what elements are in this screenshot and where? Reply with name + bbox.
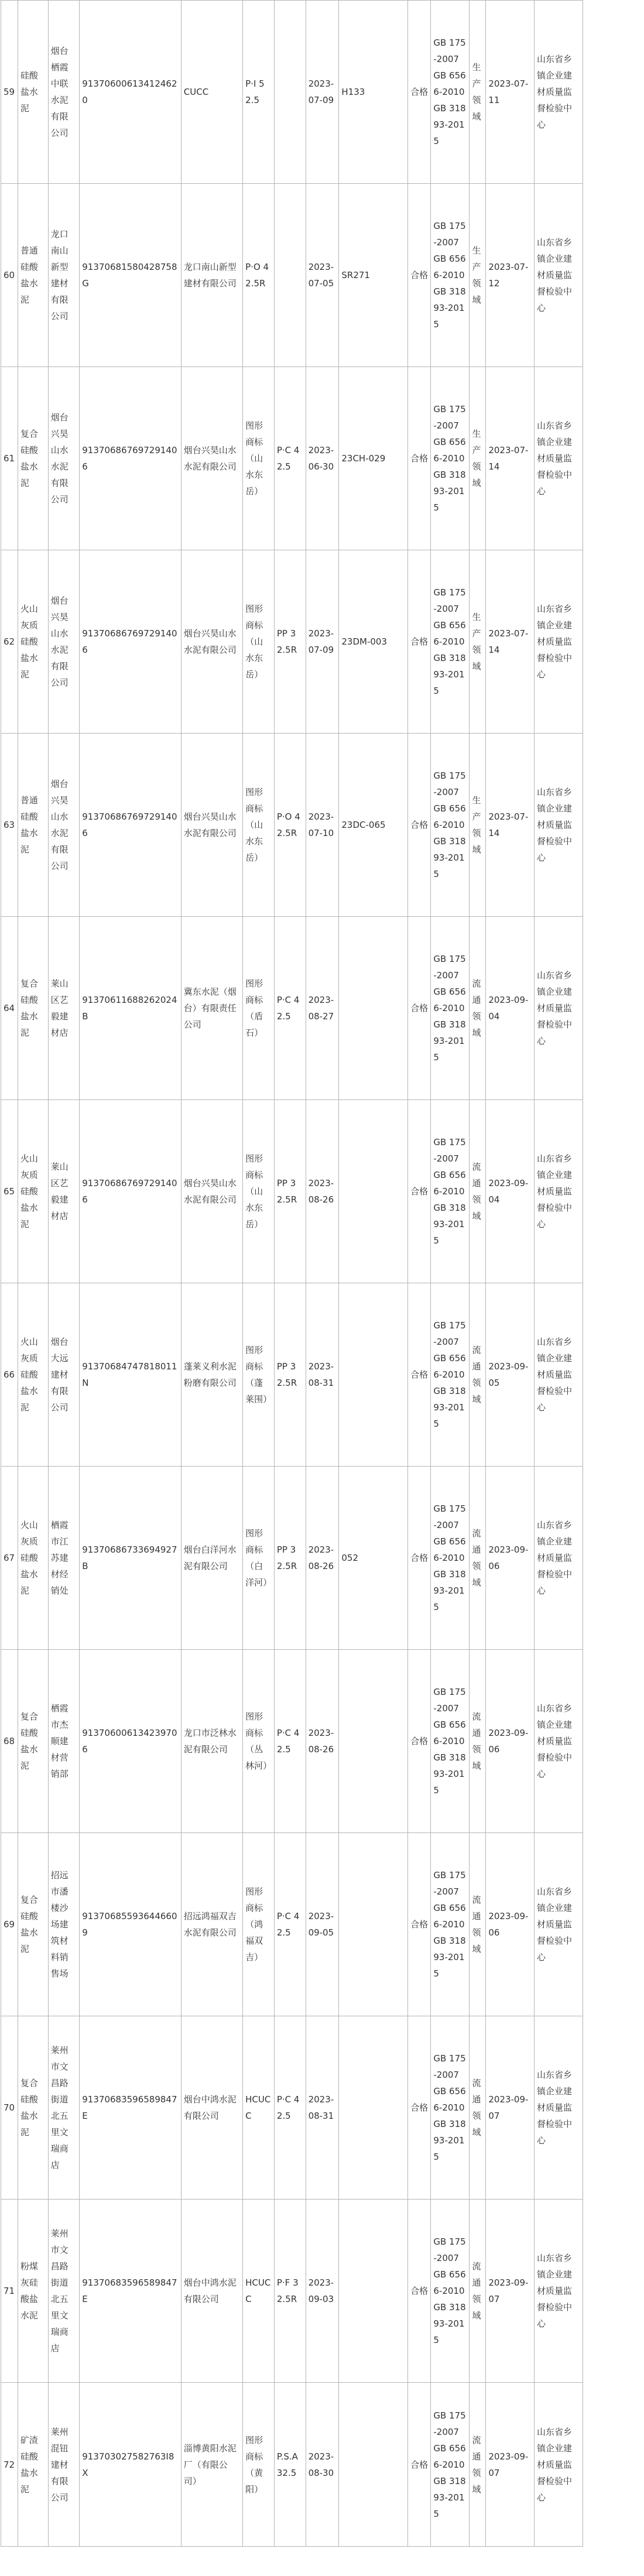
- product-name-cell: 矿渣硅酸盐水泥: [18, 2383, 48, 2547]
- standard-cell: GB 175-2007 GB 6566-2010 GB 31893-2015: [431, 917, 470, 1100]
- result-cell: 合格: [408, 1100, 431, 1283]
- product-name-cell: 复合硅酸盐水泥: [18, 1650, 48, 1833]
- result-cell: 合格: [408, 1833, 431, 2016]
- batch-number-cell: [339, 917, 408, 1100]
- row-number-cell: 66: [1, 1283, 18, 1467]
- inspection-agency-cell: 山东省乡镇企业建材质量监督检验中心: [534, 1467, 583, 1650]
- notice-date-cell: 2023-09-06: [486, 1650, 535, 1833]
- sampling-field-cell: 生产领域: [470, 367, 486, 550]
- trademark-cell: P·I 52.5: [243, 1, 275, 184]
- sampled-company-cell: 招远市潘楼沙场建筑材料销售场: [48, 1833, 80, 2016]
- result-cell: 合格: [408, 184, 431, 367]
- notice-date-cell: 2023-07-14: [486, 734, 535, 917]
- product-name-cell: 普通硅酸盐水泥: [18, 734, 48, 917]
- batch-number-cell: [339, 2383, 408, 2547]
- specification-cell: P·O 42.5R: [274, 734, 306, 917]
- table-row: [1, 734, 643, 917]
- manufacturer-cell: 蓬莱义利水泥粉磨有限公司: [181, 1283, 242, 1467]
- table-row: [1, 550, 643, 734]
- manufacturer-cell: CUCC: [181, 1, 242, 184]
- batch-number-cell: 23DC-065: [339, 734, 408, 917]
- sampled-company-cell: 烟台兴昊山水水泥有限公司: [48, 550, 80, 734]
- row-number-cell: 61: [1, 367, 18, 550]
- standard-cell: GB 175-2007 GB 6566-2010 GB 31893-2015: [431, 2383, 470, 2547]
- table-row: [1, 367, 643, 550]
- table-row: [1, 1467, 643, 1650]
- standard-cell: GB 175-2007 GB 6566-2010 GB 31893-2015: [431, 367, 470, 550]
- credit-code-cell: 913706867697291406: [80, 1100, 181, 1283]
- batch-number-cell: [339, 1833, 408, 2016]
- result-cell: 合格: [408, 2383, 431, 2547]
- table-row: [1, 917, 643, 1100]
- sampling-field-cell: 生产领域: [470, 184, 486, 367]
- manufacturer-cell: 烟台兴昊山水水泥有限公司: [181, 734, 242, 917]
- manufacturer-cell: 淄博黄阳水泥厂（有限公司）: [181, 2383, 242, 2547]
- specification-cell: PP 32.5R: [274, 550, 306, 734]
- credit-code-cell: 91370681580428758G: [80, 184, 181, 367]
- specification-cell: P·C 42.5: [274, 2016, 306, 2200]
- manufacturer-cell: 烟台白洋河水泥有限公司: [181, 1467, 242, 1650]
- sampling-field-cell: 流通领域: [470, 1283, 486, 1467]
- standard-cell: GB 175-2007 GB 6566-2010 GB 31893-2015: [431, 1833, 470, 2016]
- inspection-agency-cell: 山东省乡镇企业建材质量监督检验中心: [534, 2383, 583, 2547]
- product-name-cell: 火山灰质硅酸盐水泥: [18, 1283, 48, 1467]
- sampling-field-cell: 流通领域: [470, 1100, 486, 1283]
- production-date-cell: 2023-07-10: [306, 734, 339, 917]
- result-cell: 合格: [408, 1467, 431, 1650]
- credit-code-cell: 913703027582763I8X: [80, 2383, 181, 2547]
- row-number-cell: 67: [1, 1467, 18, 1650]
- specification-cell: [274, 1, 306, 184]
- notice-date-cell: 2023-09-07: [486, 2016, 535, 2200]
- production-date-cell: 2023-07-09: [306, 1, 339, 184]
- credit-code-cell: 913706006134124620: [80, 1, 181, 184]
- sampled-company-cell: 龙口南山新型建材有限公司: [48, 184, 80, 367]
- specification-cell: PP 32.5R: [274, 1100, 306, 1283]
- row-number-cell: 62: [1, 550, 18, 734]
- standard-cell: GB 175-2007 GB 6566-2010 GB 31893-2015: [431, 1283, 470, 1467]
- inspection-results-table: [1, 0, 643, 2547]
- standard-cell: GB 175-2007 GB 6566-2010 GB 31893-2015: [431, 1467, 470, 1650]
- standard-cell: GB 175-2007 GB 6566-2010 GB 31893-2015: [431, 184, 470, 367]
- production-date-cell: 2023-08-26: [306, 1100, 339, 1283]
- specification-cell: PP 32.5R: [274, 1283, 306, 1467]
- notice-date-cell: 2023-09-06: [486, 1833, 535, 2016]
- specification-cell: P·C 42.5: [274, 367, 306, 550]
- inspection-agency-cell: 山东省乡镇企业建材质量监督检验中心: [534, 2016, 583, 2200]
- notice-date-cell: 2023-09-04: [486, 1100, 535, 1283]
- row-number-cell: 71: [1, 2200, 18, 2383]
- result-cell: 合格: [408, 2016, 431, 2200]
- sampled-company-cell: 莱州混钮建材有限公司: [48, 2383, 80, 2547]
- notice-date-cell: 2023-09-07: [486, 2200, 535, 2383]
- manufacturer-cell: 招远鸿福双吉水泥有限公司: [181, 1833, 242, 2016]
- inspection-agency-cell: 山东省乡镇企业建材质量监督检验中心: [534, 1, 583, 184]
- row-number-cell: 68: [1, 1650, 18, 1833]
- manufacturer-cell: 冀东水泥（烟台）有限责任公司: [181, 917, 242, 1100]
- sampling-field-cell: 流通领域: [470, 1467, 486, 1650]
- table-row: [1, 2383, 643, 2547]
- product-name-cell: 复合硅酸盐水泥: [18, 367, 48, 550]
- manufacturer-cell: 烟台兴昊山水水泥有限公司: [181, 367, 242, 550]
- credit-code-cell: 91370684747818011N: [80, 1283, 181, 1467]
- row-number-cell: 72: [1, 2383, 18, 2547]
- batch-number-cell: [339, 1650, 408, 1833]
- credit-code-cell: 913706006134239706: [80, 1650, 181, 1833]
- product-name-cell: 粉煤灰硅酸盐水泥: [18, 2200, 48, 2383]
- credit-code-cell: 91370686733694927B: [80, 1467, 181, 1650]
- manufacturer-cell: 烟台中鸿水泥有限公司: [181, 2016, 242, 2200]
- table-row: [1, 2016, 643, 2200]
- production-date-cell: 2023-07-05: [306, 184, 339, 367]
- production-date-cell: 2023-08-26: [306, 1467, 339, 1650]
- credit-code-cell: 91370683596589847E: [80, 2016, 181, 2200]
- trademark-cell: 图形商标（鸿福双吉）: [243, 1833, 275, 2016]
- standard-cell: GB 175-2007 GB 6566-2010 GB 31893-2015: [431, 1650, 470, 1833]
- standard-cell: GB 175-2007 GB 6566-2010 GB 31893-2015: [431, 2016, 470, 2200]
- sampling-field-cell: 生产领域: [470, 1, 486, 184]
- specification-cell: P·C 42.5: [274, 1650, 306, 1833]
- sampled-company-cell: 栖霞市杰顺建材营销部: [48, 1650, 80, 1833]
- row-number-cell: 63: [1, 734, 18, 917]
- credit-code-cell: 913706867697291406: [80, 550, 181, 734]
- batch-number-cell: [339, 1100, 408, 1283]
- batch-number-cell: 052: [339, 1467, 408, 1650]
- credit-code-cell: 913706867697291406: [80, 734, 181, 917]
- production-date-cell: 2023-08-26: [306, 1650, 339, 1833]
- trademark-cell: HCUCC: [243, 2016, 275, 2200]
- inspection-agency-cell: 山东省乡镇企业建材质量监督检验中心: [534, 2200, 583, 2383]
- result-cell: 合格: [408, 1283, 431, 1467]
- production-date-cell: 2023-06-30: [306, 367, 339, 550]
- standard-cell: GB 175-2007 GB 6566-2010 GB 31893-2015: [431, 734, 470, 917]
- product-name-cell: 复合硅酸盐水泥: [18, 1833, 48, 2016]
- standard-cell: GB 175-2007 GB 6566-2010 GB 31893-2015: [431, 1100, 470, 1283]
- production-date-cell: 2023-08-27: [306, 917, 339, 1100]
- sampled-company-cell: 烟台大远建材有限公司: [48, 1283, 80, 1467]
- specification-cell: [274, 184, 306, 367]
- inspection-agency-cell: 山东省乡镇企业建材质量监督检验中心: [534, 734, 583, 917]
- batch-number-cell: H133: [339, 1, 408, 184]
- trademark-cell: 图形商标（丛林河）: [243, 1650, 275, 1833]
- notice-date-cell: 2023-09-05: [486, 1283, 535, 1467]
- product-name-cell: 复合硅酸盐水泥: [18, 2016, 48, 2200]
- notice-date-cell: 2023-07-11: [486, 1, 535, 184]
- trademark-cell: P·O 42.5R: [243, 184, 275, 367]
- table-row: [1, 1283, 643, 1467]
- batch-number-cell: [339, 2016, 408, 2200]
- sampling-field-cell: 流通领域: [470, 917, 486, 1100]
- credit-code-cell: 913706867697291406: [80, 367, 181, 550]
- row-number-cell: 70: [1, 2016, 18, 2200]
- table-row: [1, 2200, 643, 2383]
- table-body: [1, 1, 643, 2547]
- inspection-agency-cell: 山东省乡镇企业建材质量监督检验中心: [534, 1650, 583, 1833]
- manufacturer-cell: 龙口南山新型建材有限公司: [181, 184, 242, 367]
- sampled-company-cell: 莱州市文昌路街道北五里文瑞商店: [48, 2016, 80, 2200]
- product-name-cell: 复合硅酸盐水泥: [18, 917, 48, 1100]
- batch-number-cell: 23DM-003: [339, 550, 408, 734]
- manufacturer-cell: 烟台兴昊山水水泥有限公司: [181, 550, 242, 734]
- production-date-cell: 2023-07-09: [306, 550, 339, 734]
- trademark-cell: HCUCC: [243, 2200, 275, 2383]
- sampling-field-cell: 流通领域: [470, 2016, 486, 2200]
- product-name-cell: 火山灰质硅酸盐水泥: [18, 1100, 48, 1283]
- table-row: [1, 184, 643, 367]
- trademark-cell: 图形商标（盾石）: [243, 917, 275, 1100]
- row-number-cell: 65: [1, 1100, 18, 1283]
- table-row: [1, 1, 643, 184]
- specification-cell: P·F 32.5R: [274, 2200, 306, 2383]
- credit-code-cell: 91370611688262024B: [80, 917, 181, 1100]
- sampled-company-cell: 莱州市文昌路街道北五里文瑞商店: [48, 2200, 80, 2383]
- result-cell: 合格: [408, 550, 431, 734]
- inspection-agency-cell: 山东省乡镇企业建材质量监督检验中心: [534, 367, 583, 550]
- sampling-field-cell: 生产领域: [470, 550, 486, 734]
- result-cell: 合格: [408, 734, 431, 917]
- standard-cell: GB 175-2007 GB 6566-2010 GB 31893-2015: [431, 2200, 470, 2383]
- sampling-field-cell: 流通领域: [470, 2200, 486, 2383]
- specification-cell: P·C 42.5: [274, 917, 306, 1100]
- table-row: [1, 1100, 643, 1283]
- production-date-cell: 2023-08-30: [306, 2383, 339, 2547]
- result-cell: 合格: [408, 1650, 431, 1833]
- row-number-cell: 59: [1, 1, 18, 184]
- result-cell: 合格: [408, 367, 431, 550]
- batch-number-cell: 23CH-029: [339, 367, 408, 550]
- inspection-agency-cell: 山东省乡镇企业建材质量监督检验中心: [534, 1100, 583, 1283]
- sampled-company-cell: 栖霞市江苏建材经销处: [48, 1467, 80, 1650]
- inspection-agency-cell: 山东省乡镇企业建材质量监督检验中心: [534, 184, 583, 367]
- product-name-cell: 硅酸盐水泥: [18, 1, 48, 184]
- credit-code-cell: 91370683596589847E: [80, 2200, 181, 2383]
- notice-date-cell: 2023-09-04: [486, 917, 535, 1100]
- product-name-cell: 火山灰质硅酸盐水泥: [18, 550, 48, 734]
- notice-date-cell: 2023-07-14: [486, 550, 535, 734]
- sampling-field-cell: 流通领域: [470, 2383, 486, 2547]
- production-date-cell: 2023-09-03: [306, 2200, 339, 2383]
- trademark-cell: 图形商标（蓬莱围）: [243, 1283, 275, 1467]
- row-number-cell: 69: [1, 1833, 18, 2016]
- sampled-company-cell: 莱山区艺毅建材店: [48, 1100, 80, 1283]
- batch-number-cell: SR271: [339, 184, 408, 367]
- batch-number-cell: [339, 2200, 408, 2383]
- trademark-cell: 图形商标（山水东岳）: [243, 734, 275, 917]
- sampled-company-cell: 烟台兴昊山水水泥有限公司: [48, 367, 80, 550]
- row-number-cell: 64: [1, 917, 18, 1100]
- notice-date-cell: 2023-09-06: [486, 1467, 535, 1650]
- sampling-field-cell: 流通领域: [470, 1650, 486, 1833]
- specification-cell: P.S.A 32.5: [274, 2383, 306, 2547]
- product-name-cell: 火山灰质硅酸盐水泥: [18, 1467, 48, 1650]
- specification-cell: P·C 42.5: [274, 1833, 306, 2016]
- sampled-company-cell: 莱山区艺毅建材店: [48, 917, 80, 1100]
- trademark-cell: 图形商标（山水东岳）: [243, 550, 275, 734]
- sampled-company-cell: 烟台栖霞中联水泥有限公司: [48, 1, 80, 184]
- manufacturer-cell: 烟台中鸿水泥有限公司: [181, 2200, 242, 2383]
- sampled-company-cell: 烟台兴昊山水水泥有限公司: [48, 734, 80, 917]
- batch-number-cell: [339, 1283, 408, 1467]
- production-date-cell: 2023-09-05: [306, 1833, 339, 2016]
- trademark-cell: 图形商标（山水东岳）: [243, 367, 275, 550]
- manufacturer-cell: 龙口市泛林水泥有限公司: [181, 1650, 242, 1833]
- production-date-cell: 2023-08-31: [306, 2016, 339, 2200]
- sampling-field-cell: 流通领域: [470, 1833, 486, 2016]
- standard-cell: GB 175-2007 GB 6566-2010 GB 31893-2015: [431, 550, 470, 734]
- standard-cell: GB 175-2007 GB 6566-2010 GB 31893-2015: [431, 1, 470, 184]
- specification-cell: PP 32.5R: [274, 1467, 306, 1650]
- trademark-cell: 图形商标（黄阳）: [243, 2383, 275, 2547]
- inspection-agency-cell: 山东省乡镇企业建材质量监督检验中心: [534, 917, 583, 1100]
- product-name-cell: 普通硅酸盐水泥: [18, 184, 48, 367]
- inspection-agency-cell: 山东省乡镇企业建材质量监督检验中心: [534, 1833, 583, 2016]
- result-cell: 合格: [408, 1, 431, 184]
- inspection-agency-cell: 山东省乡镇企业建材质量监督检验中心: [534, 550, 583, 734]
- result-cell: 合格: [408, 917, 431, 1100]
- notice-date-cell: 2023-09-07: [486, 2383, 535, 2547]
- table-row: [1, 1650, 643, 1833]
- production-date-cell: 2023-08-31: [306, 1283, 339, 1467]
- notice-date-cell: 2023-07-14: [486, 367, 535, 550]
- trademark-cell: 图形商标（山水东岳）: [243, 1100, 275, 1283]
- credit-code-cell: 913706855936446609: [80, 1833, 181, 2016]
- result-cell: 合格: [408, 2200, 431, 2383]
- manufacturer-cell: 烟台兴昊山水水泥有限公司: [181, 1100, 242, 1283]
- inspection-agency-cell: 山东省乡镇企业建材质量监督检验中心: [534, 1283, 583, 1467]
- table-row: [1, 1833, 643, 2016]
- sampling-field-cell: 生产领域: [470, 734, 486, 917]
- notice-date-cell: 2023-07-12: [486, 184, 535, 367]
- row-number-cell: 60: [1, 184, 18, 367]
- trademark-cell: 图形商标（白洋河）: [243, 1467, 275, 1650]
